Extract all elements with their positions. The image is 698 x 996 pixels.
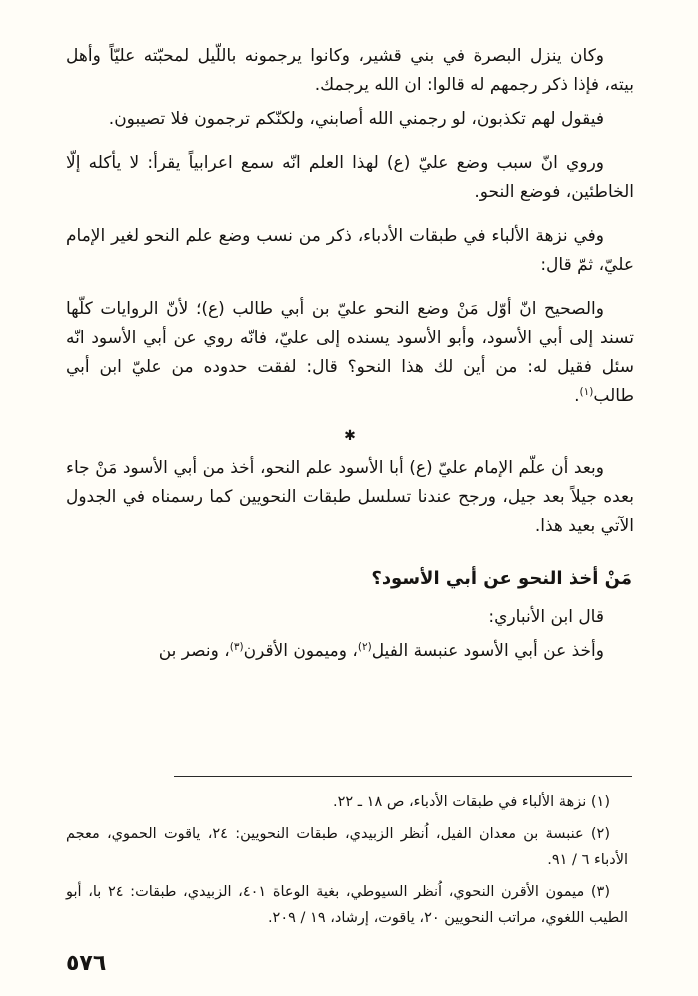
page-number: ٥٧٦ bbox=[66, 951, 107, 976]
body-paragraph-1: وكان ينزل البصرة في بني قشير، وكانوا يرجمونه باللّيل لمحبّته عليّاً وأهل بيته، فإذا ذكر رجمهم له قالوا: ان الله يرجمك. bbox=[66, 46, 634, 95]
footnote-ref-2: (٢) bbox=[357, 641, 372, 653]
body-paragraph-4: وفي نزهة الألباء في طبقات الأدباء، ذكر من نسب وضع علم النحو لغير الإمام عليّ، ثمّ قال: bbox=[66, 226, 634, 275]
footnotes-section bbox=[66, 770, 634, 937]
text-run: ، ونصر بن bbox=[158, 641, 230, 661]
body-paragraph-5 bbox=[66, 295, 634, 411]
text-run: ، وميمون الأقرن bbox=[243, 641, 358, 661]
text-run: والصحيح انّ أوّل مَنْ وضع النحو عليّ بن أبي طالب (ع)؛ لأنّ الروايات كلّها تسند إلى أبي الأسود، وأبو الأسود يسنده إلى عليّ، فانّه روي عن أبي الأسود انّه سئل فقيل له: من أين لك هذا النحو؟ قال: لفقت حدوده من عليّ ابن أبي طالب bbox=[66, 299, 634, 406]
footnote-3: (٣) ميمون الأقرن النحوي، اُنظر السيوطي، بغية الوعاة ٤٠١، الزبيدي، طبقات: ٢٤ با، أبو الطيب اللغوي، مراتب النحويين ٢٠، ياقوت، إرشاد، ١٩ / ٢٠٩. bbox=[66, 884, 628, 926]
body-paragraph-8 bbox=[66, 637, 634, 666]
text-run: . bbox=[574, 386, 580, 406]
footnote-ref-1: (١) bbox=[579, 386, 594, 398]
body-paragraph-6: وبعد أن علّم الإمام عليّ (ع) أبا الأسود علم النحو، أخذ من أبي الأسود مَنْ جاء بعده جيلاً بعد جيل، ورجح عندنا تسلسل طبقات النحويين كما رسمناه في الجدول الآتي بعيد هذا. bbox=[66, 458, 634, 536]
footnote-ref-3: (٣) bbox=[229, 641, 244, 653]
section-divider-star-icon: ✱ bbox=[344, 428, 356, 444]
text-run: وأخذ عن أبي الأسود عنبسة الفيل bbox=[371, 641, 604, 661]
footnote-2: (٢) عنبسة بن معدان الفيل، اُنظر الزبيدي، طبقات النحويين: ٢٤، ياقوت الحموي، معجم الأدباء ٦ / ٩١. bbox=[66, 826, 628, 868]
body-paragraph-2: فيقول لهم تكذبون، لو رجمني الله أصابني، ولكنّكم ترجمون فلا تصيبون. bbox=[108, 109, 604, 129]
body-paragraph-7: قال ابن الأنباري: bbox=[488, 607, 604, 627]
body-paragraph-3: وروي انّ سبب وضع عليّ (ع) لهذا العلم انّه سمع اعرابياً يقرأ: لا يأكله إلّا الخاطئين، فوضع النحو. bbox=[66, 153, 634, 202]
section-heading: مَنْ أخذ النحو عن أبي الأسود؟ bbox=[371, 568, 632, 589]
footnote-1: (١) نزهة الألباء في طبقات الأدباء، ص ١٨ ـ ٢٢. bbox=[333, 794, 610, 810]
footnote-separator-rule bbox=[174, 776, 632, 777]
